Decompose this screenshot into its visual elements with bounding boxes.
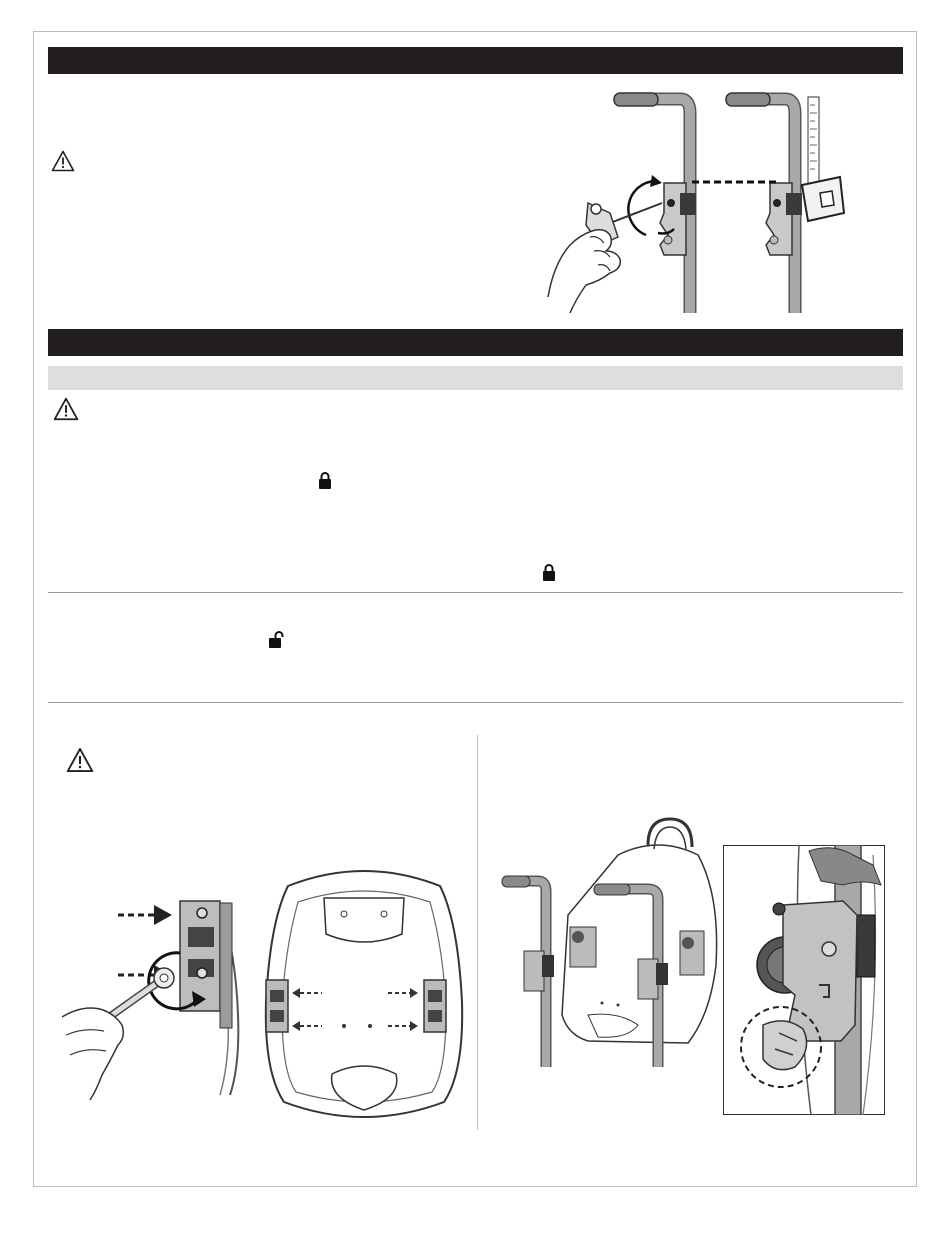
warning-triangle-icon — [66, 747, 94, 773]
warning-triangle-icon — [53, 397, 79, 421]
backrest-bracket-wrench-illustration — [60, 895, 255, 1100]
column-divider — [477, 735, 478, 1130]
lock-icon — [318, 472, 332, 489]
lock-icon — [542, 564, 556, 581]
canes-adjustment-illustration — [540, 85, 870, 315]
section-header-bar-1 — [48, 47, 903, 74]
subsection-header-bar — [48, 366, 903, 390]
chair-back-with-canes-illustration — [498, 815, 720, 1070]
unlock-icon — [268, 631, 286, 648]
latch-closeup-illustration — [723, 845, 885, 1115]
divider-rule — [48, 702, 903, 703]
warning-triangle-icon — [51, 150, 75, 172]
section-header-bar-2 — [48, 329, 903, 356]
divider-rule — [48, 592, 903, 593]
backrest-rear-view-illustration — [258, 862, 470, 1124]
